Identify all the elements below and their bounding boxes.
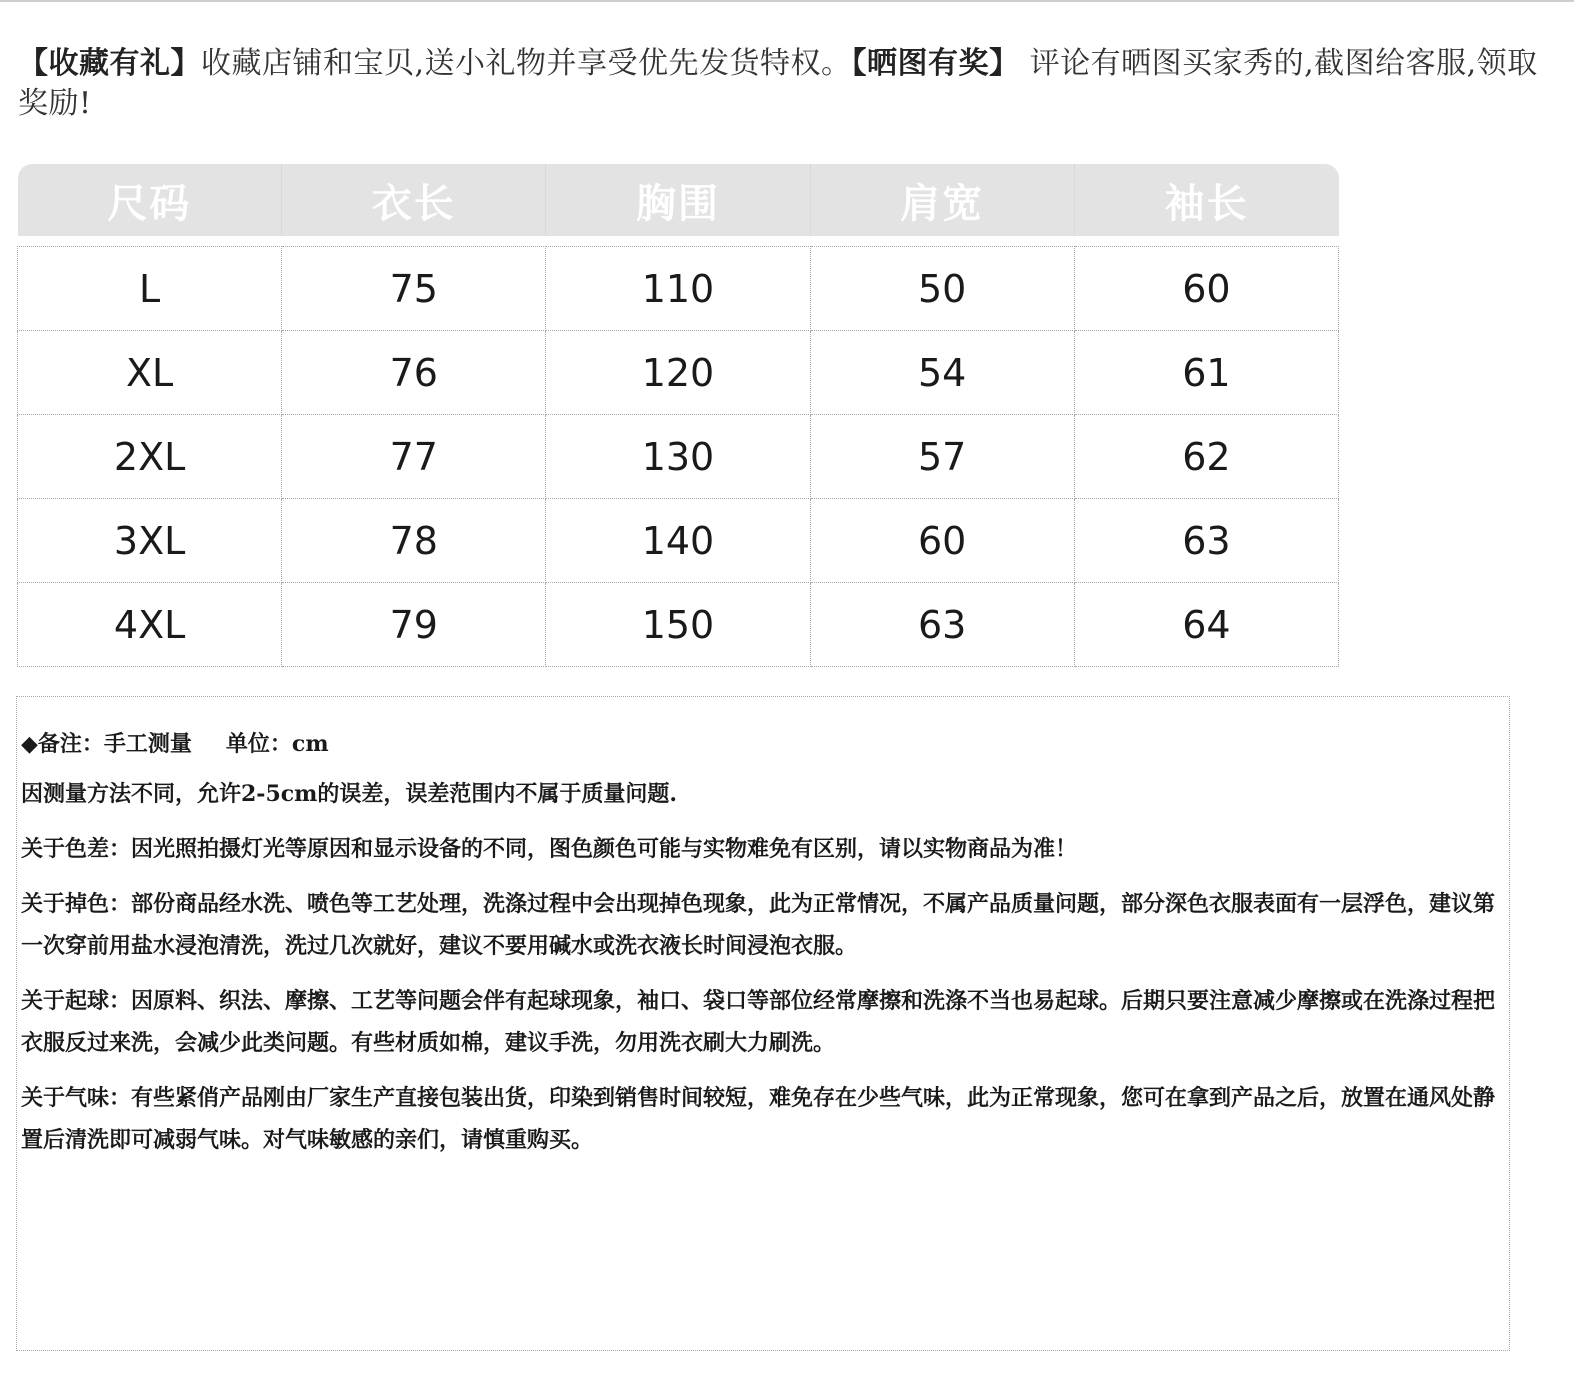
header-shoulder: 肩宽 <box>810 164 1074 236</box>
size-table <box>17 164 1339 667</box>
header-chest: 胸围 <box>546 164 810 236</box>
length-cell: 76 <box>282 331 546 415</box>
table-row <box>18 415 1339 499</box>
length-cell: 79 <box>282 583 546 667</box>
shoulder-cell: 54 <box>810 331 1074 415</box>
notes-pilling: 关于起球：因原料、织法、摩擦、工艺等问题会伴有起球现象，袖口、袋口等部位经常摩擦和洗涤不当也易起球。后期只要注意减少摩擦或在洗涤过程把衣服反过来洗，会减少此类问题。有些材质如棉，建议手洗，勿用洗衣刷大力刷洗。 <box>21 988 1496 1056</box>
notes-fading: 关于掉色：部份商品经水洗、喷色等工艺处理，洗涤过程中会出现掉色现象，此为正常情况，不属产品质量问题，部分深色衣服表面有一层浮色，建议第一次穿前用盐水浸泡清洗，洗过几次就好，建议不要用碱水或洗衣液长时间浸泡衣服。 <box>21 891 1496 959</box>
size-cell: 4XL <box>18 583 282 667</box>
table-row <box>18 499 1339 583</box>
length-cell: 75 <box>282 247 546 331</box>
length-cell: 78 <box>282 499 546 583</box>
promo-tag-photo: 【晒图有奖】 <box>851 46 1020 81</box>
table-row <box>18 247 1339 331</box>
size-cell: 2XL <box>18 415 282 499</box>
notes-color-difference: 关于色差：因光照拍摄灯光等原因和显示设备的不同，图色颜色可能与实物难免有区别，请以实物商品为准！ <box>21 836 1078 862</box>
notes-remark-line <box>21 723 1505 765</box>
sleeve-cell: 62 <box>1074 415 1338 499</box>
header-length: 衣长 <box>282 164 546 236</box>
shoulder-cell: 50 <box>810 247 1074 331</box>
header-size: 尺码 <box>18 164 282 236</box>
chest-cell: 110 <box>546 247 810 331</box>
sleeve-cell: 61 <box>1074 331 1338 415</box>
promo-text-collect: 收藏店铺和宝贝,送小礼物并享受优先发货特权。 <box>201 46 852 81</box>
sleeve-cell: 63 <box>1074 499 1338 583</box>
table-row <box>18 331 1339 415</box>
shoulder-cell: 60 <box>810 499 1074 583</box>
notes-odor: 关于气味：有些紧俏产品刚由厂家生产直接包装出货，印染到销售时间较短，难免存在少些气味，此为正常现象，您可在拿到产品之后，放置在通风处静置后清洗即可减弱气味。对气味敏感的亲们，请慎重购买。 <box>21 1085 1496 1153</box>
size-cell: L <box>18 247 282 331</box>
chest-cell: 150 <box>546 583 810 667</box>
table-row <box>18 583 1339 667</box>
header-sleeve: 袖长 <box>1074 164 1338 236</box>
notes-box <box>16 696 1510 1351</box>
chest-cell: 140 <box>546 499 810 583</box>
notes-remark: ◆备注：手工测量 <box>21 731 192 757</box>
chest-cell: 130 <box>546 415 810 499</box>
length-cell: 77 <box>282 415 546 499</box>
chest-cell: 120 <box>546 331 810 415</box>
size-cell: 3XL <box>18 499 282 583</box>
size-table-header <box>18 164 1339 236</box>
size-cell: XL <box>18 331 282 415</box>
top-divider <box>0 0 1574 2</box>
notes-measurement: 因测量方法不同，允许2-5cm的误差，误差范围内不属于质量问题. <box>21 781 678 807</box>
sleeve-cell: 60 <box>1074 247 1338 331</box>
promo-banner <box>18 44 1548 124</box>
sleeve-cell: 64 <box>1074 583 1338 667</box>
shoulder-cell: 57 <box>810 415 1074 499</box>
promo-text-photo: 评论有晒图买家秀的,截图给客服,领取奖励! <box>18 46 1538 121</box>
shoulder-cell: 63 <box>810 583 1074 667</box>
promo-tag-collect: 【收藏有礼】 <box>18 46 201 81</box>
notes-unit: 单位：cm <box>225 731 329 757</box>
